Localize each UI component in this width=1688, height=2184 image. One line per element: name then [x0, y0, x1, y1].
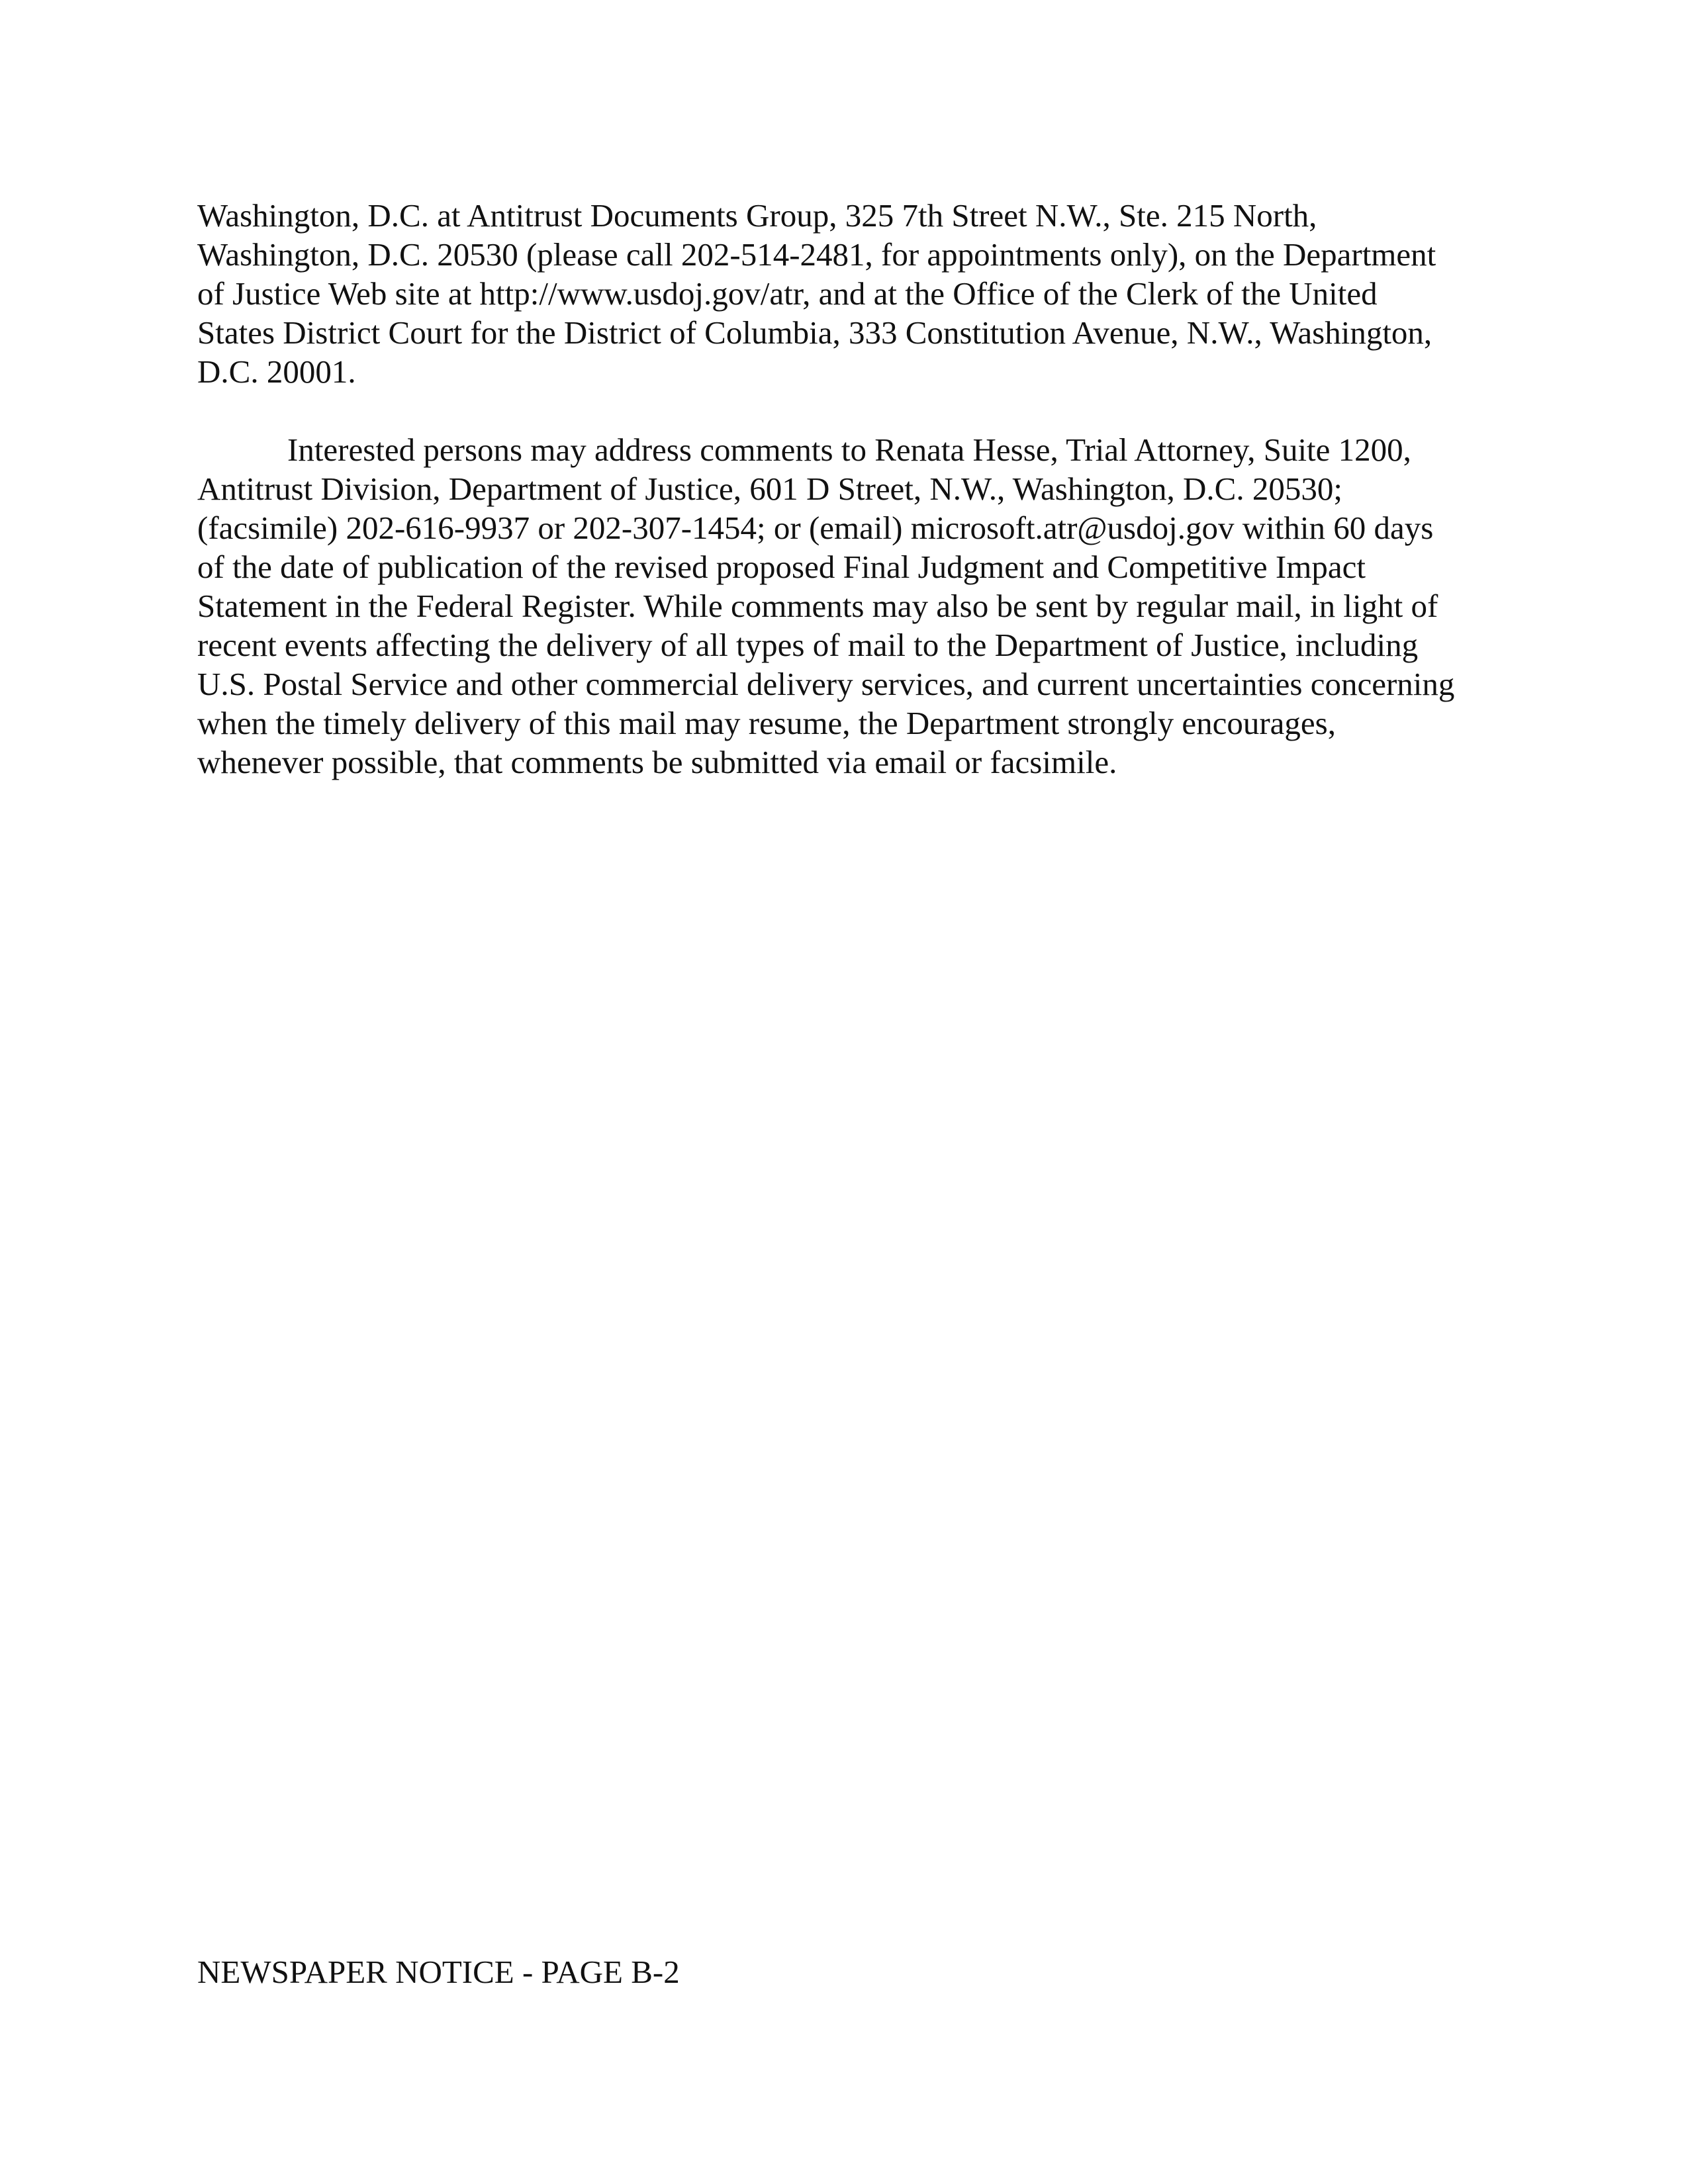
paragraph-1-line: of Justice Web site at http://www.usdoj.gov/atr, and at the Office of the Clerk of the United — [197, 275, 1378, 312]
paragraph-1 — [197, 196, 1495, 391]
paragraph-1-line: Washington, D.C. 20530 (please call 202-514-2481, for appointments only), on the Department — [197, 236, 1436, 273]
paragraph-2-line: Antitrust Division, Department of Justice, 601 D Street, N.W., Washington, D.C. 20530; — [197, 471, 1342, 507]
paragraph-spacer — [197, 391, 1495, 430]
paragraph-1-line: Washington, D.C. at Antitrust Documents Group, 325 7th Street N.W., Ste. 215 North, — [197, 197, 1317, 234]
paragraph-2 — [197, 430, 1495, 782]
paragraph-2-line: of the date of publication of the revised proposed Final Judgment and Competitive Impact — [197, 549, 1366, 585]
paragraph-2-line: Interested persons may address comments to Renata Hesse, Trial Attorney, Suite 1200, — [287, 432, 1411, 468]
page-footer: NEWSPAPER NOTICE - PAGE B-2 — [197, 1954, 680, 1990]
paragraph-2-line: when the timely delivery of this mail may resume, the Department strongly encourages, — [197, 705, 1336, 741]
paragraph-2-line: (facsimile) 202-616-9937 or 202-307-1454; or (email) microsoft.atr@usdoj.gov within 60 days — [197, 510, 1434, 546]
paragraph-2-line: recent events affecting the delivery of all types of mail to the Department of Justice, including — [197, 627, 1419, 663]
paragraph-2-line: Statement in the Federal Register. While comments may also be sent by regular mail, in light of — [197, 588, 1438, 624]
paragraph-2-line: whenever possible, that comments be submitted via email or facsimile. — [197, 744, 1117, 780]
document-body — [197, 196, 1495, 782]
paragraph-1-line: D.C. 20001. — [197, 353, 356, 390]
paragraph-2-line: U.S. Postal Service and other commercial delivery services, and current uncertainties concerning — [197, 666, 1455, 702]
paragraph-1-line: States District Court for the District of Columbia, 333 Constitution Avenue, N.W., Washington, — [197, 314, 1432, 351]
